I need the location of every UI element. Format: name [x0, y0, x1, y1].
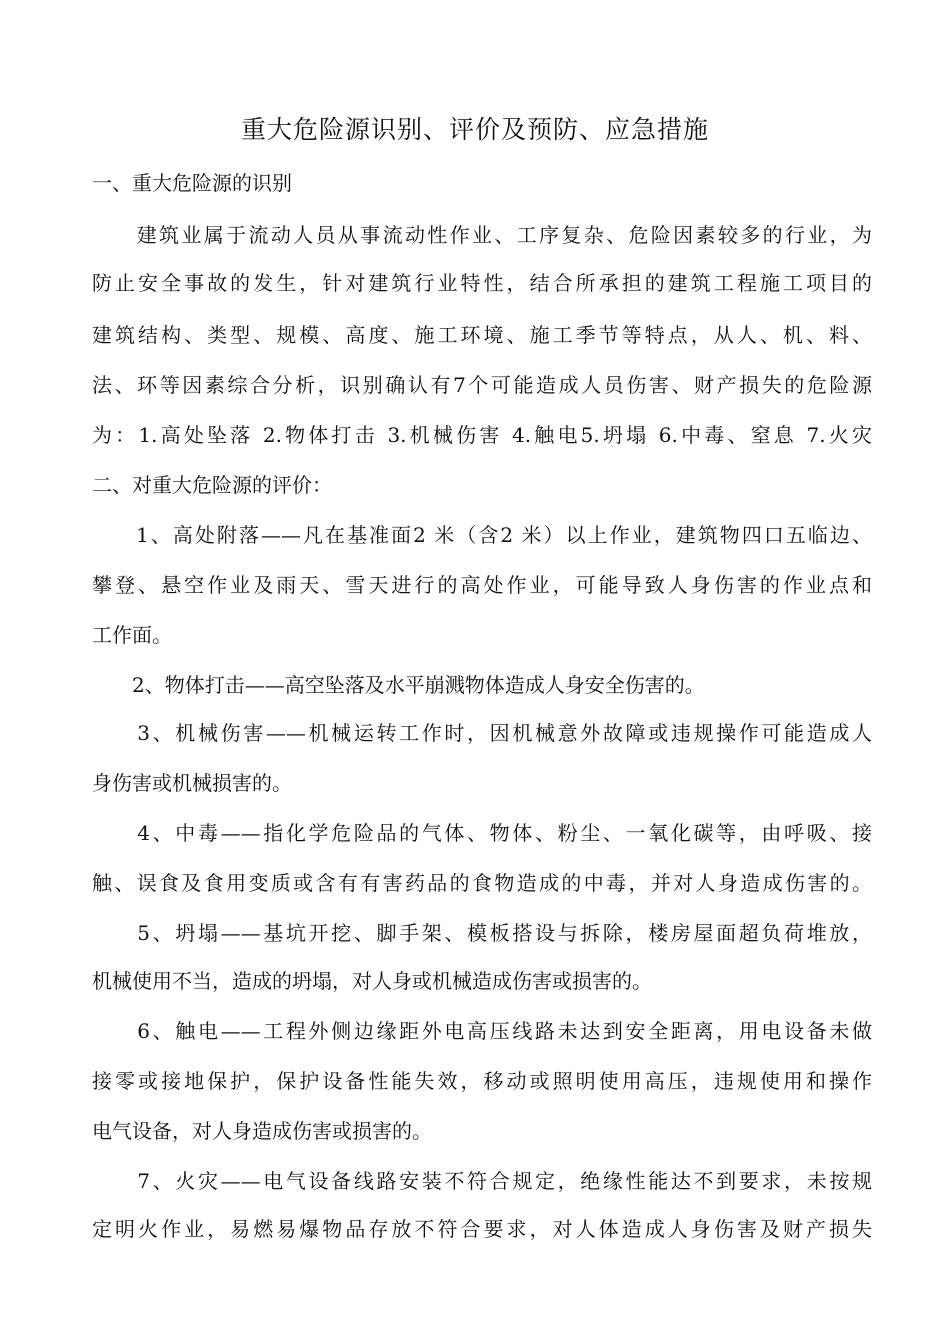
paragraph-line: 工作面。: [92, 623, 172, 647]
paragraph-line: 接零或接地保护，保护设备性能失效，移动或照明使用高压，违规使用和操作: [92, 1069, 872, 1093]
section-heading: 一、重大危险源的识别: [92, 171, 292, 195]
paragraph-line: 电气设备，对人身造成伤害或损害的。: [92, 1119, 432, 1143]
paragraph-line: 机械使用不当，造成的坍塌，对人身或机械造成伤害或损害的。: [92, 969, 652, 993]
paragraph-line: 1、高处附落——凡在基准面2 米（含2 米）以上作业，建筑物四口五临边、: [92, 523, 872, 547]
paragraph-line: 6、触电——工程外侧边缘距外电高压线路未达到安全距离，用电设备未做: [92, 1019, 872, 1043]
paragraph-line: 防止安全事故的发生，针对建筑行业特性，结合所承担的建筑工程施工项目的: [92, 271, 872, 295]
paragraph-line: 4、中毒——指化学危险品的气体、物体、粉尘、一氧化碳等，由呼吸、接: [92, 821, 872, 845]
paragraph-line: 建筑业属于流动人员从事流动性作业、工序复杂、危险因素较多的行业，为: [92, 223, 872, 247]
paragraph-line: 2、物体打击——高空坠落及水平崩溅物体造成人身安全伤害的。: [92, 673, 705, 697]
paragraph-line: 为：1.高处坠落 2.物体打击 3.机械伤害 4.触电5.坍塌 6.中毒、窒息 7.火灾: [92, 423, 872, 447]
paragraph-line: 法、环等因素综合分析，识别确认有7个可能造成人员伤害、财产损失的危险源: [92, 373, 872, 397]
paragraph-line: 7、火灾——电气设备线路安装不符合规定，绝缘性能达不到要求，未按规: [92, 1169, 872, 1193]
page-title: 重大危险源识别、评价及预防、应急措施: [240, 115, 709, 144]
paragraph-line: 5、坍塌——基坑开挖、脚手架、模板搭设与拆除，楼房屋面超负荷堆放，: [92, 921, 872, 945]
paragraph-line: 定明火作业，易燃易爆物品存放不符合要求，对人体造成人身伤害及财产损失: [92, 1217, 872, 1241]
section-heading: 二、对重大危险源的评价：: [92, 473, 332, 497]
paragraph-line: 触、误食及食用变质或含有有害药品的食物造成的中毒，并对人身造成伤害的。: [92, 871, 872, 895]
paragraph-line: 攀登、悬空作业及雨天、雪天进行的高处作业，可能导致人身伤害的作业点和: [92, 573, 872, 597]
paragraph-line: 3、机械伤害——机械运转工作时，因机械意外故障或违规操作可能造成人: [92, 721, 872, 745]
paragraph-line: 建筑结构、类型、规模、高度、施工环境、施工季节等特点，从人、机、料、: [92, 323, 872, 347]
paragraph-line: 身伤害或机械损害的。: [92, 771, 292, 795]
